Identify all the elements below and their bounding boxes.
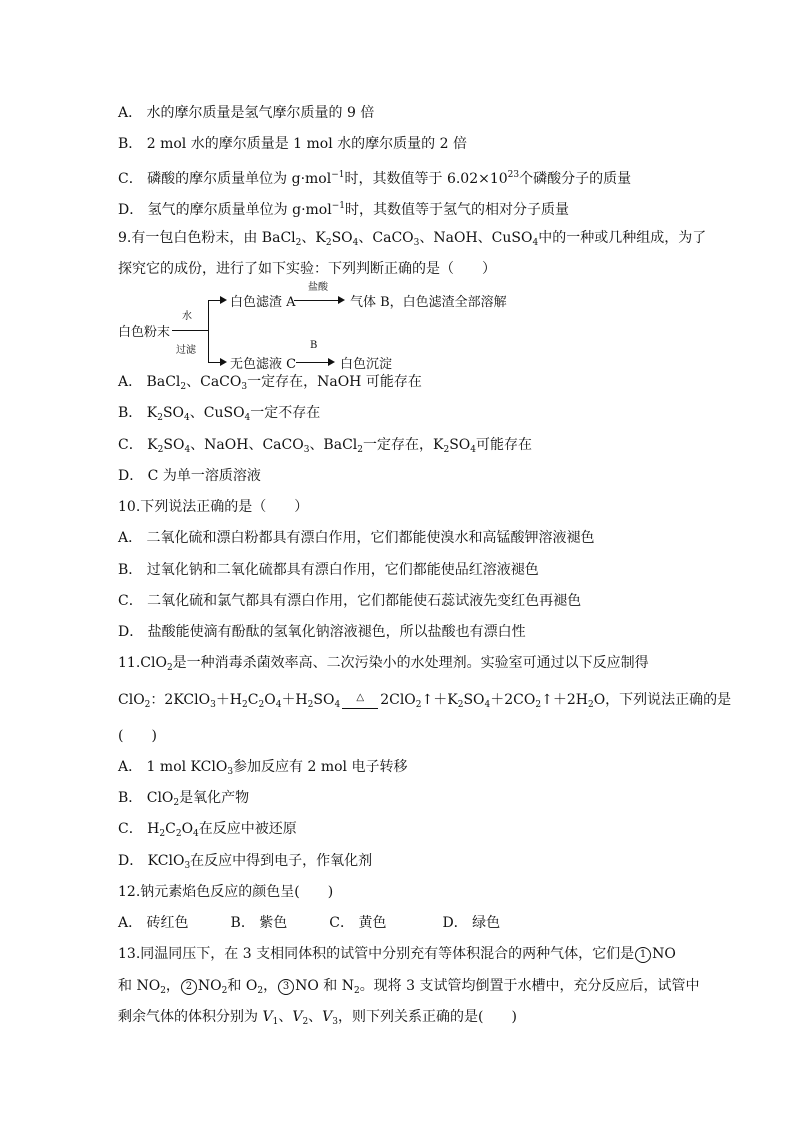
q11-option-d: D． KClO$_3$在反应中得到电子，作氧化剂 [118,853,373,871]
diagram-upper-arrowhead [220,296,227,304]
q9-stem-line2: 探究它的成份，进行了如下实验：下列判断正确的是（ ） [118,261,496,277]
q11-answer-paren: ( ) [118,728,157,744]
q9-option-b: B． $K_2SO_4$、CuSO$_4$一定不存在 [118,405,321,423]
circled-number-1: 1 [635,947,651,963]
q9-option-c: C． $K_2SO_4$、NaOH、CaCO$_3$、BaCl$_2$一定存在，$K_2SO_4$可能存在 [118,437,533,455]
diagram-filtrate-c: 无色滤液 C [230,357,297,372]
q13-stem-line1: 13.同温同压下，在 3 支相同体积的试管中分别充有等体积混合的两种气体，它们是 1 NO [118,946,676,962]
q10-option-a: A． 二氧化硫和漂白粉都具有漂白作用，它们都能使溴水和高锰酸钾溶液褪色 [118,530,595,546]
diagram-acid-arrowhead [338,296,345,304]
q9-option-d: D． C 为单一溶质溶液 [118,468,261,484]
q11-option-a: A． 1 mol KClO$_3$参加反应有 2 mol 电子转移 [118,759,408,777]
diagram-b-arrowhead [328,358,335,366]
q8-option-c: C． 磷酸的摩尔质量单位为 g·mol$^{-1}$时，其数值等于 $6.02\times 10^{23}$个磷酸分子的质量 [118,170,632,187]
diagram-reagent-b: B [310,340,318,351]
diagram-result1: 气体 B，白色滤渣全部溶解 [350,295,507,310]
diagram-result2: 白色沉淀 [340,357,393,372]
diagram-branch-line [208,300,209,362]
diagram-water-label: 水 [182,311,192,322]
q8-option-a: A． 水的摩尔质量是氢气摩尔质量的 9 倍 [118,105,375,121]
q8-option-d: D． 氢气的摩尔质量单位为 g·mol$^{-1}$时，其数值等于氢气的相对分子质量 [118,201,569,218]
diagram-acid-label: 盐酸 [308,282,328,293]
diagram-acid-arrow-line [294,300,340,301]
q9-stem-line1: 9.有一包白色粉末，由 BaCl$_2$、$K_2SO_4$、CaCO$_3$、NaOH、CuSO$_4$中的一种或几种组成，为了 [118,230,707,248]
q12-stem: 12.钠元素焰色反应的颜色呈( ) [118,884,334,900]
q11-stem-line1: 11.ClO$_2$是一种消毒杀菌效率高、二次污染小的水处理剂。实验室可通过以下反应制得 [118,655,649,673]
diagram-b-arrow-line [296,362,330,363]
q11-option-b: B． ClO$_2$是氧化产物 [118,790,250,808]
diagram-filter-label: 过滤 [176,345,196,356]
q9-option-a: A． BaCl$_2$、CaCO$_3$一定存在，NaOH 可能存在 [118,374,422,392]
circled-number-2: 2 [181,979,197,995]
diagram-lower-arrowhead [220,358,227,366]
q10-option-c: C． 二氧化硫和氯气都具有漂白作用，它们都能使石蕊试液先变红色再褪色 [118,593,582,609]
q10-option-b: B． 过氧化钠和二氧化硫都具有漂白作用，它们都能使品红溶液褪色 [118,562,539,578]
q10-option-d: D． 盐酸能使滴有酚酞的氢氧化钠溶液褪色，所以盐酸也有漂白性 [118,624,526,640]
diagram-main-line [172,330,208,331]
q8-option-b: B． 2 mol 水的摩尔质量是 1 mol 水的摩尔质量的 2 倍 [118,136,467,152]
q11-equation: ClO$_2$：$2KClO_3+H_2C_2O_4+H_2SO_4^\triangle$ $2ClO_2↑+K_2SO_4+2CO_2↑+2H_2O$，下列说法正确的是 [118,692,732,710]
q13-stem-line3: 剩余气体的体积分别为 $V_1$、$V_2$、$V_3$，则下列关系正确的是( ) [118,1009,517,1027]
diagram-residue-a: 白色滤渣 A [230,295,296,310]
q10-stem: 10.下列说法正确的是（ ） [118,499,309,515]
q13-stem-line2: 和 $NO_2$， 2 $NO_2$和 $O_2$， 3 NO 和 $N_2$。现将 3 支试管均倒置于水槽中，充分反应后，试管中 [118,978,700,996]
q12-options: A． 砖红色 B． 紫色 C． 黄色 D． 绿色 [118,915,501,931]
q11-option-c: C． $H_2C_2O_4$在反应中被还原 [118,821,297,839]
heat-condition: △ [342,690,378,712]
diagram-start-label: 白色粉末 [118,325,171,340]
circled-number-3: 3 [278,979,294,995]
